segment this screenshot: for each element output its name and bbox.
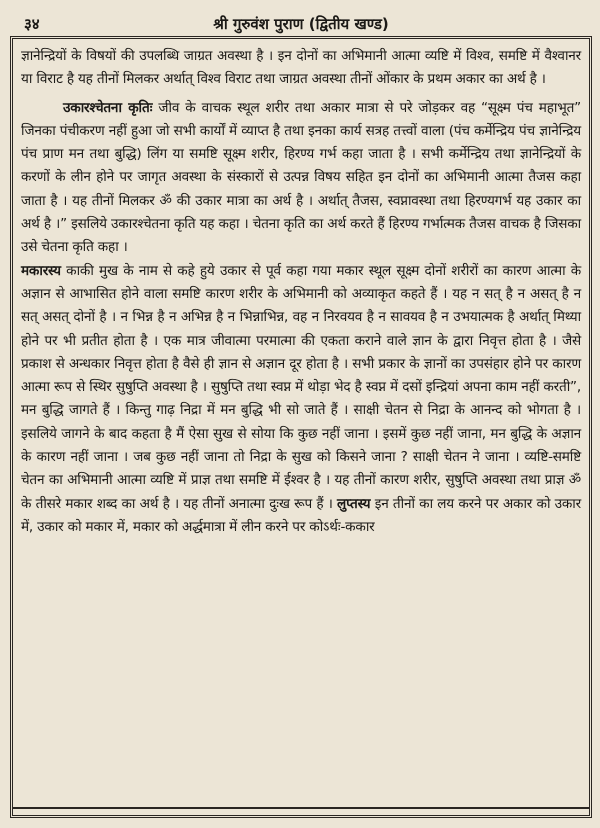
text-frame xyxy=(10,36,592,818)
paragraph-jagrat xyxy=(21,45,581,92)
page-number: ३४ xyxy=(24,15,40,33)
paragraph-text: काकी मुख के नाम से कहे हुये उकार से पूर्व कहा गया मकार स्थूल सूक्ष्म दोनों शरीरों का कारण आत्मा के अज्ञान से आभासित होने वाला समष्टि कारण शरीर के अभिमानी को अव्याकृत कहते हैं । यह न सत् है न असत् है न सत् असत् दोनों है । न भिन्न है न अभिन्न है न भिन्नाभिन्न, वह न निरवयव है न सावयव है न उभयात्मक है अर्थात् मिथ्या होने पर भी प्रतीत होता है । एक मात्र जीवात्मा परमात्मा की एकता कराने वाले ज्ञान के द्वारा निवृत्त होता है । जैसे प्रकाश से अन्धकार निवृत्त होता है वैसे ही ज्ञान से अज्ञान दूर होता है । सभी प्रकार के ज्ञानों का उपसंहार होने पर कारण आत्मा रूप से स्थिर सुषुप्ति अवस्था है । सुषुप्ति तथा स्वप्न में थोड़ा भेद है स्वप्न में दसों इन्द्रियां अपना काम नहीं करती”, मन बुद्धि जागते हैं । किन्तु गाढ़ निद्रा में मन बुद्धि भी सो जाते हैं । साक्षी चेतन से निद्रा के आनन्द को भोगता है । इसलिये जागने के बाद कहता है मैं ऐसा सुख से सोया कि कुछ नहीं जाना । इसमें कुछ नहीं जाना, मन बुद्धि के अज्ञान के कारण नहीं जाना । जब कुछ नहीं जाना तो निद्रा के सुख को किसने जाना ? साक्षी चेतन ने जाना । व्यष्टि-समष्टि चेतन का अभिमानी आत्मा व्यष्टि में प्राज्ञ तथा समष्टि में ईश्वर है । यह तीनों कारण शरीर, सुषुप्ति अवस्था तथा प्राज्ञ ॐ के तीसरे मकार शब्द का अर्थ है । यह तीनों अनात्मा दुःख रूप हैं । xyxy=(21,262,581,512)
paragraph-text: इन तीनों का लय करने पर अकार को उकार में, उकार को मकार में, मकार को अर्द्धमात्रा में लीन करने पर कोऽर्थः-ककार xyxy=(21,495,581,535)
inline-heading-term: लुप्तस्य xyxy=(337,495,371,512)
paragraph-ukara xyxy=(21,97,581,260)
running-title: श्री गुरुवंश पुराण (द्वितीय खण्ड) xyxy=(213,15,389,33)
paragraph-makara xyxy=(21,260,581,540)
running-head xyxy=(10,8,592,34)
paragraph-heading-term: मकारस्य xyxy=(21,262,61,279)
paragraph-heading-term: उकारश्चेतना कृतिः xyxy=(63,99,153,116)
paragraph-text: जीव के वाचक स्थूल शरीर तथा अकार मात्रा से परे जोड़कर वह “सूक्ष्म पंच महाभूत” जिनका पंचीकरण नहीं हुआ जो सभी कार्यों में व्याप्त है तथा इनका कार्य सत्रह तत्त्वों वाला (पंच कर्मेन्द्रिय पंच ज्ञानेन्द्रिय पंच प्राण मन तथा बुद्धि) लिंग या समष्टि सूक्ष्म शरीर, हिरण्य गर्भ कहा जाता है । सभी कर्मेन्द्रिय तथा ज्ञानेन्द्रियों के करणों के लीन होने पर जागृत अवस्था के संस्कारों से उत्पन्न विषय सहित इन दोनों का अभिमानी आत्मा तैजस कहा जाता है । यह तीनों मिलकर ॐ की उकार मात्रा का अर्थ है । अर्थात् तैजस, स्वप्नावस्था तथा हिरण्यगर्भ यह उकार का अर्थ है ।” इसलिये उकारश्चेतना कृति यह कहा । चेतना कृति का अर्थ करते हैं हिरण्य गर्भात्मक तैजस वाचक है जिसका उसे चेतना कृति कहा । xyxy=(21,99,581,256)
paragraph-text: ज्ञानेन्द्रियों के विषयों की उपलब्धि जाग्रत अवस्था है । इन दोनों का अभिमानी आत्मा व्यष्टि में विश्व, समष्टि में वैश्वानर या विराट है यह तीनों मिलकर अर्थात् विश्व विराट तथा जाग्रत अवस्था तीनों ओंकार के प्रथम अकार का अर्थ है । xyxy=(21,48,581,88)
frame-bottom-rule xyxy=(13,807,589,809)
